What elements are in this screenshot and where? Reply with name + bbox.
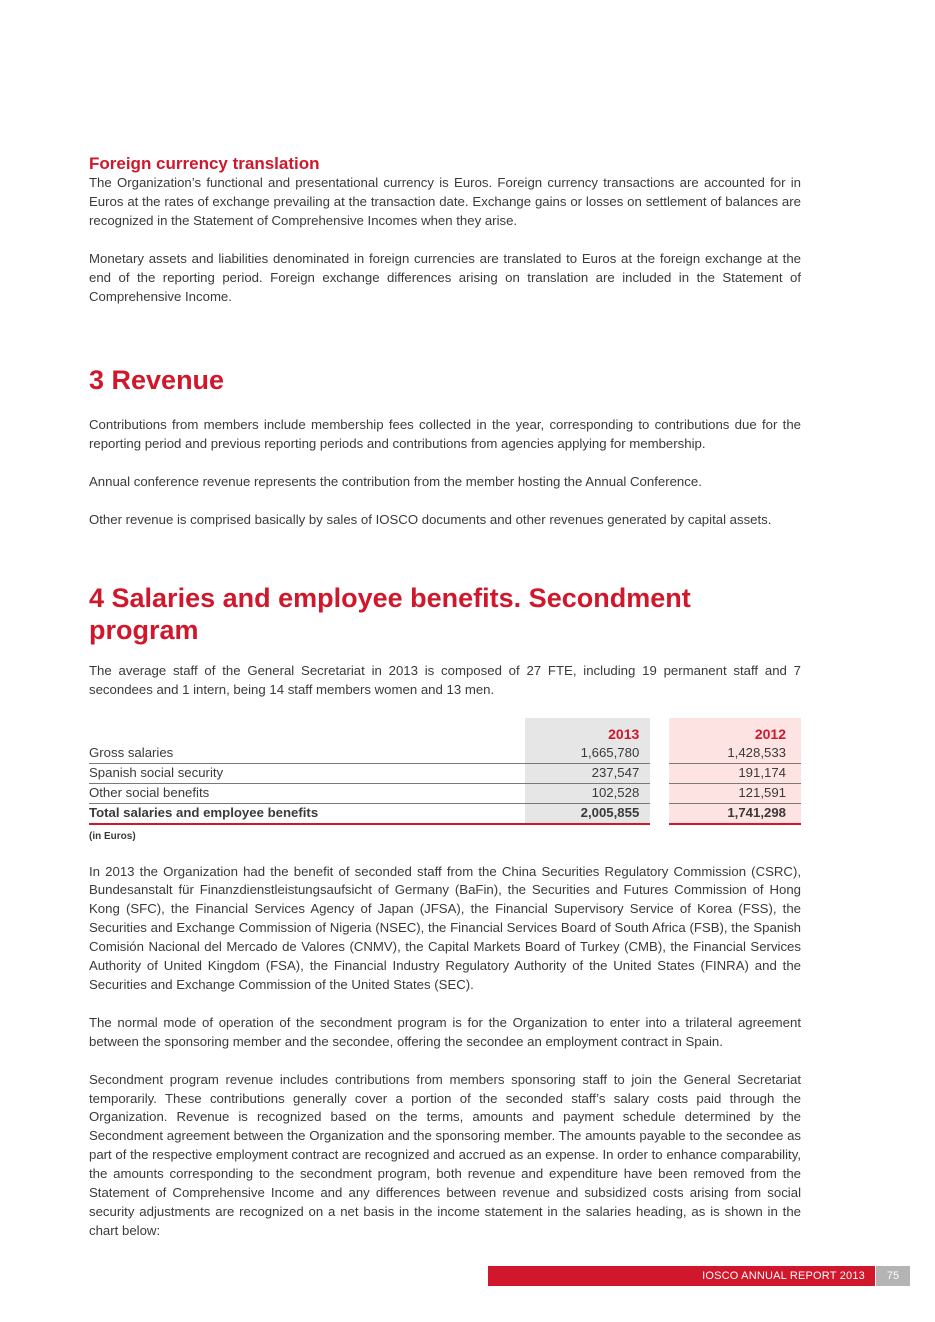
secondment-revenue-paragraph: Secondment program revenue includes contributions from members sponsoring staff to join the General Secretariat temporarily. These contributions generally cover a portion of the seconded staff’s salary costs paid through the Organization. Revenue is recognized based on the terms, amounts and payment schedule determined by the Secondment agreement between the Organization and the sponsoring member. The amounts payable to the secondee as part of the respective employment contract are recognized and accrued as an expense. In order to enhance comparability, the amounts corresponding to the secondment program, both revenue and expenditure have been removed from the Statement of Comprehensive Income and any differences between revenue and subsidized costs arising from social security adjustments are recognized on a net basis in the income statement in the salaries heading, as is shown in the chart below: [89,1071,801,1238]
table-unit-note: (in Euros) [89,830,136,842]
row-label: Gross salaries [89,744,525,763]
row-value-2013: 1,665,780 [525,744,651,763]
foreign-currency-paragraph-1: The Organization’s functional and presentational currency is Euros. Foreign currency transactions are accounted for in Euros at the rates of exchange prevailing at the transaction date. Exchange gains or losses on settlement of balances are recognized in the Statement of Comprehensive Incomes when they arise. [89,175,801,228]
page-content [89,154,801,1241]
row-value-2013: 102,528 [525,783,651,803]
revenue-paragraph-1: Contributions from members include membership fees collected in the year, corresponding to contributions due for the reporting period and previous reporting periods and contributions from agencies applying for membership. [89,417,801,452]
total-label: Total salaries and employee benefits [89,803,525,823]
column-header-2013: 2013 [525,718,651,744]
total-value-2013: 2,005,855 [525,803,651,823]
page-number: 75 [876,1266,910,1286]
row-label: Other social benefits [89,783,525,803]
row-value-2013: 237,547 [525,763,651,783]
page-footer [488,1266,910,1286]
salaries-intro-paragraph: The average staff of the General Secretariat in 2013 is composed of 27 FTE, including 19 permanent staff and 7 secondees and 1 intern, being 14 staff members women and 13 men. [89,663,801,697]
section-heading-salaries: 4 Salaries and employee benefits. Secondment program [89,583,691,646]
table-row [89,763,801,783]
footer-bar [488,1266,875,1286]
revenue-paragraph-3: Other revenue is comprised basically by sales of IOSCO documents and other revenues generated by capital assets. [89,512,772,528]
total-value-2012: 1,741,298 [669,803,801,823]
secondment-mode-paragraph: The normal mode of operation of the secondment program is for the Organization to enter into a trilateral agreement between the sponsoring member and the secondee, offering the secondee an employment contract in Spain. [89,1014,801,1049]
section-heading-foreign-currency: Foreign currency translation [89,154,320,173]
row-value-2012: 191,174 [669,763,801,783]
row-value-2012: 1,428,533 [669,744,801,763]
row-label: Spanish social security [89,763,525,783]
table-total-row [89,803,801,823]
revenue-paragraph-2: Annual conference revenue represents the contribution from the member hosting the Annual Conference. [89,474,702,490]
table-row [89,783,801,803]
footer-report-title: IOSCO ANNUAL REPORT 2013 [702,1270,865,1282]
column-header-2012: 2012 [669,718,801,744]
section-heading-revenue: 3 Revenue [89,365,225,396]
salaries-table [89,718,801,825]
table-header-row [89,718,801,744]
secondees-paragraph: In 2013 the Organization had the benefit of seconded staff from the China Securities Regulatory Commission (CSRC), Bundesanstalt für Finanzdienstleistungsaufsicht of Germany (BaFin), the Securities and Futures Commission of Hong Kong (SFC), the Financial Services Agency of Japan (JFSA), the Financial Supervisory Service of Korea (FSS), the Securities and Exchange Commission of Nigeria (NSEC), the Financial Services Board of South Africa (FSB), the Spanish Comisión Nacional del Mercado de Valores (CNMV), the Capital Markets Board of Turkey (CMB), the Financial Services Authority of United Kingdom (FSA), the Financial Industry Regulatory Authority of the United States (FINRA) and the Securities and Exchange Commission of the United States (SEC). [89,863,801,992]
table-row [89,744,801,763]
row-value-2012: 121,591 [669,783,801,803]
foreign-currency-paragraph-2: Monetary assets and liabilities denominated in foreign currencies are translated to Euros at the foreign exchange at the end of the reporting period. Foreign exchange differences arising on translation are included in the Statement of Comprehensive Income. [89,250,801,304]
